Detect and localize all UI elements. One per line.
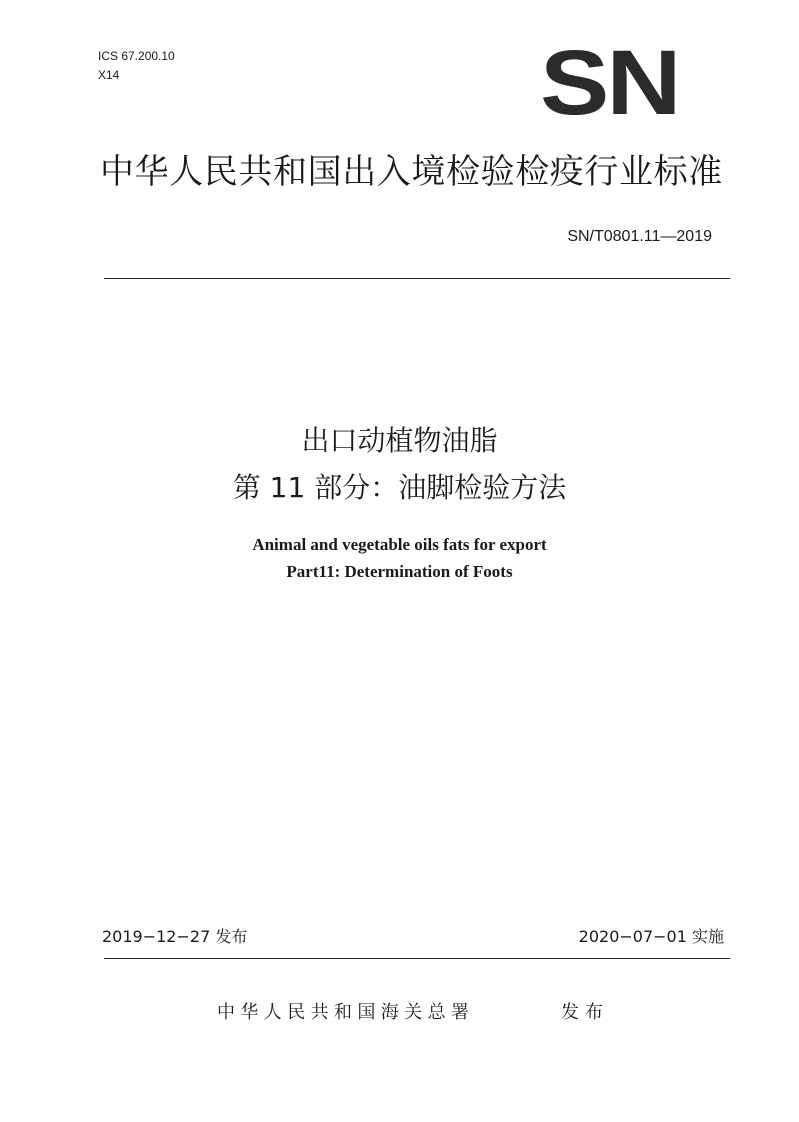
publisher-name: 中华人民共和国海关总署 [217,1002,475,1023]
english-title-line1: Animal and vegetable oils fats for export [252,535,547,554]
issue-date: 2019−12−27 发布 [102,927,248,946]
top-divider [104,278,730,279]
standard-number: SN/T0801.11—2019 [567,228,712,245]
bottom-divider [104,958,730,959]
standard-title: 中华人民共和国出入境检验检疫行业标准 [100,152,723,192]
sn-logo: SN [540,31,679,135]
ics-code: ICS 67.200.10 [98,49,175,63]
publish-label: 发布 [561,1002,609,1023]
document-title-line1: 出口动植物油脂 [301,424,498,457]
english-title-line2: Part11: Determination of Foots [286,562,513,581]
document-title-line2: 第 11 部分：油脚检验方法 [232,471,567,504]
implementation-date: 2020−07−01 实施 [578,927,724,946]
classification-code: X14 [98,68,120,82]
